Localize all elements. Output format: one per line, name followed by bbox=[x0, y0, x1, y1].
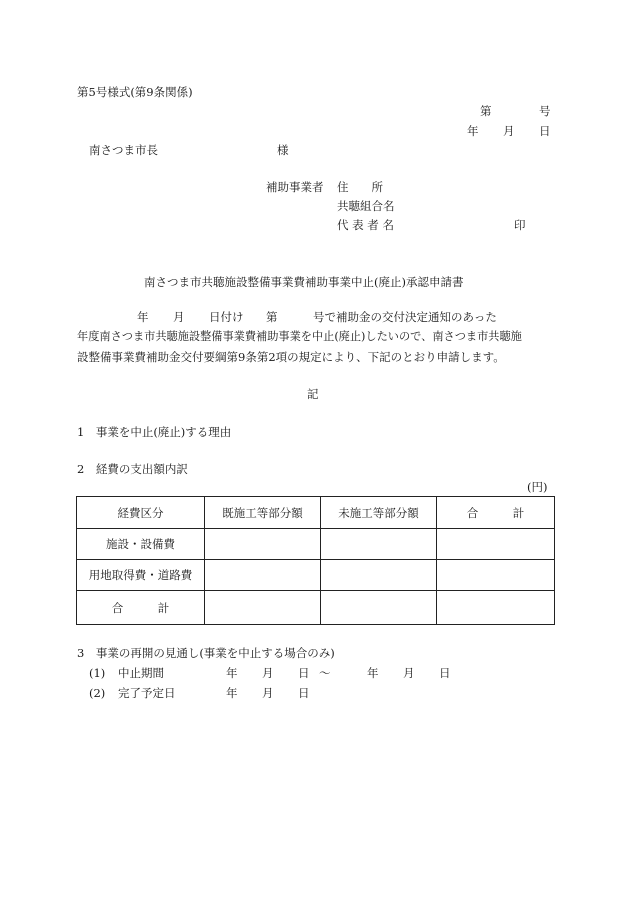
empty-cell bbox=[437, 560, 555, 591]
sub2-month: 月 bbox=[262, 686, 274, 700]
row-label: 施設・設備費 bbox=[77, 529, 205, 560]
sub2-label: 完了予定日 bbox=[118, 686, 176, 700]
addressee-name: 南さつま市長 bbox=[89, 143, 158, 157]
sub1-day-end: 日 bbox=[439, 666, 451, 680]
ki-mark: 記 bbox=[307, 387, 319, 401]
sub2-day: 日 bbox=[298, 686, 310, 700]
date-month: 月 bbox=[503, 124, 515, 138]
body-line1-rest: 号で補助金の交付決定通知のあった bbox=[313, 310, 497, 324]
item1-heading: 1 事業を中止(廃止)する理由 bbox=[77, 425, 232, 439]
table-header-cell: 未施工等部分額 bbox=[321, 497, 437, 529]
date-year: 年 bbox=[467, 124, 479, 138]
empty-cell bbox=[321, 560, 437, 591]
table-header-cell: 合 計 bbox=[437, 497, 555, 529]
table-row bbox=[77, 560, 555, 591]
empty-cell bbox=[205, 560, 321, 591]
sub1-label: 中止期間 bbox=[118, 666, 164, 680]
address-label: 住 所 bbox=[337, 180, 383, 194]
body-line3: 設整備事業費補助金交付要綱第9条第2項の規定により、下記のとおり申請します。 bbox=[77, 350, 505, 364]
empty-cell bbox=[437, 529, 555, 560]
row-label: 用地取得費・道路費 bbox=[77, 560, 205, 591]
sub1-month-end: 月 bbox=[403, 666, 415, 680]
empty-cell bbox=[321, 529, 437, 560]
sub1-number: (1) bbox=[89, 666, 106, 680]
sub1-year-end: 年 bbox=[367, 666, 379, 680]
sub2-number: (2) bbox=[89, 686, 106, 700]
body-year: 年 bbox=[137, 310, 149, 324]
empty-cell bbox=[321, 591, 437, 625]
table-header-row bbox=[77, 497, 555, 529]
unit-label: (円) bbox=[527, 480, 548, 494]
empty-cell bbox=[437, 591, 555, 625]
sub1-month: 月 bbox=[262, 666, 274, 680]
sub2-year: 年 bbox=[226, 686, 238, 700]
sub1-tilde: ～ bbox=[319, 666, 331, 680]
sub1-year: 年 bbox=[226, 666, 238, 680]
doc-no-go: 号 bbox=[539, 104, 551, 118]
expense-table bbox=[76, 496, 555, 625]
table-header-cell: 既施工等部分額 bbox=[205, 497, 321, 529]
table-row bbox=[77, 591, 555, 625]
row-label: 合 計 bbox=[77, 591, 205, 625]
doc-no-dai: 第 bbox=[480, 104, 492, 118]
document-title: 南さつま市共聴施設整備事業費補助事業中止(廃止)承認申請書 bbox=[144, 275, 464, 289]
representative-label: 代 表 者 名 bbox=[337, 218, 394, 232]
body-line2: 年度南さつま市共聴施設整備事業費補助事業を中止(廃止)したいので、南さつま市共聴施 bbox=[77, 330, 522, 343]
seal-mark: 印 bbox=[514, 218, 526, 232]
item3-heading: 3 事業の再開の見通し(事業を中止する場合のみ) bbox=[77, 646, 335, 660]
association-label: 共聴組合名 bbox=[337, 199, 395, 213]
item2-heading: 2 経費の支出額内訳 bbox=[77, 462, 188, 476]
empty-cell bbox=[205, 529, 321, 560]
sub1-day: 日 bbox=[298, 666, 310, 680]
table-row bbox=[77, 529, 555, 560]
empty-cell bbox=[205, 591, 321, 625]
date-day: 日 bbox=[539, 124, 551, 138]
body-dated: 日付け bbox=[209, 310, 244, 324]
body-month: 月 bbox=[173, 310, 185, 324]
table-header-cell: 経費区分 bbox=[77, 497, 205, 529]
applicant-role: 補助事業者 bbox=[266, 180, 324, 194]
form-label: 第5号様式(第9条関係) bbox=[77, 85, 193, 99]
body-dai: 第 bbox=[266, 310, 278, 324]
addressee-honorific: 様 bbox=[277, 143, 289, 157]
